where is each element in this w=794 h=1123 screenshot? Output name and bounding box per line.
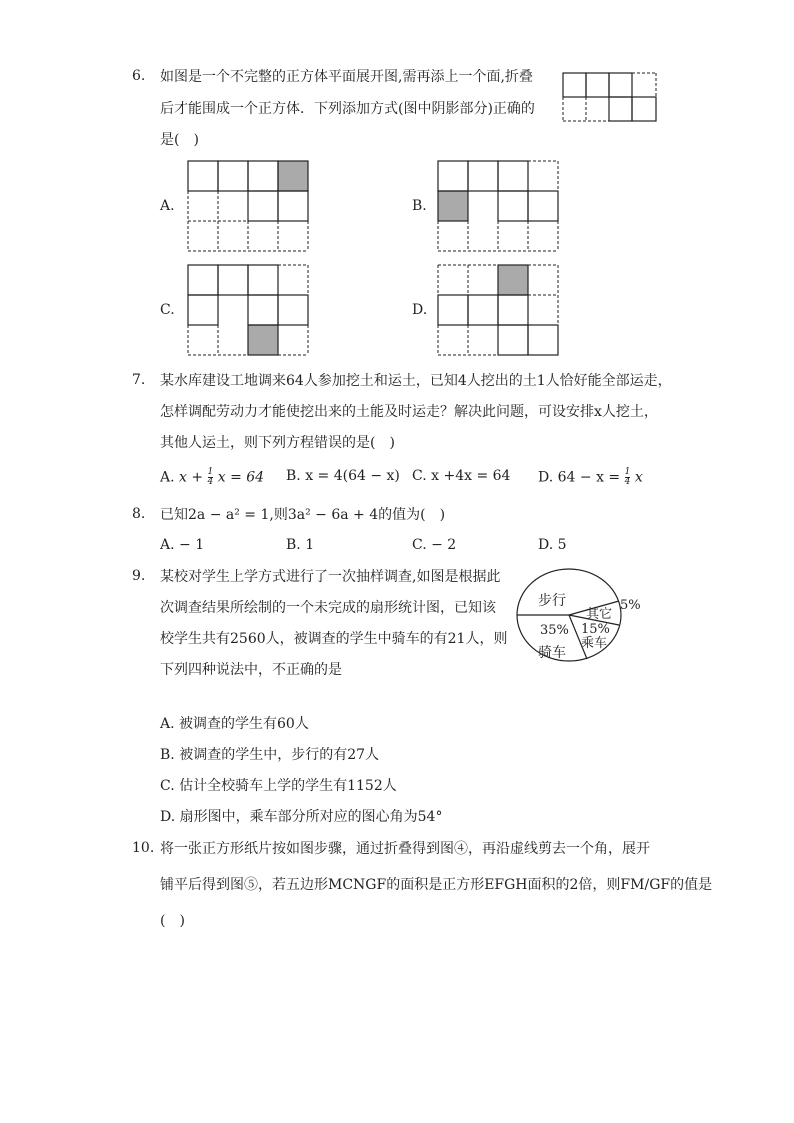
question-7-number: 7. (132, 372, 146, 388)
question-9-line-1: 某校对学生上学方式进行了一次抽样调查,如图是根据此 (160, 569, 501, 585)
q9-option-b[interactable]: B. 被调查的学生中，步行的有27人 (160, 747, 380, 763)
pie-label-other: 其它 (586, 607, 613, 622)
q7-option-a-post: x = 64 (217, 469, 265, 486)
q7-option-d-fraction (625, 468, 631, 487)
q7-option-d-letter: D. (538, 469, 554, 486)
question-9-number: 9. (132, 568, 146, 584)
q6-option-a-figure[interactable] (186, 160, 312, 254)
pie-label-bike-pct: 35% (540, 623, 569, 638)
q9-option-d[interactable]: D. 扇形图中，乘车部分所对应的图心角为54° (160, 809, 443, 825)
q7-option-a-letter: A. (160, 469, 175, 486)
question-10-line-2: 铺平后得到图⑤，若五边形MCNGF的面积是正方形EFGH面积的2倍，则FM/GF的值是 (160, 877, 713, 893)
q7-option-a[interactable] (160, 468, 264, 487)
pie-label-walk: 步行 (538, 593, 566, 609)
q6-stem-net-figure (562, 72, 660, 124)
q7-option-a-pre: x + (179, 469, 204, 486)
q7-option-d[interactable] (538, 468, 643, 487)
q6-option-c-figure[interactable] (186, 264, 312, 358)
q7-option-d-post: x (634, 469, 643, 486)
q7-option-c[interactable]: C. x +4x = 64 (412, 468, 511, 484)
question-6-line-2: 后才能围成一个正方体．下列添加方式(图中阴影部分)正确的 (160, 101, 535, 117)
question-10-line-3: ( ) (160, 913, 185, 929)
question-7-line-3: 其他人运土，则下列方程错误的是( ) (160, 435, 395, 451)
q9-option-a[interactable]: A. 被调查的学生有60人 (160, 716, 309, 732)
pie-label-other-pct: 5% (620, 598, 641, 613)
question-8-number: 8. (132, 506, 146, 522)
fraction-denominator: 4 (207, 477, 214, 487)
q6-option-d-letter[interactable]: D. (412, 302, 428, 318)
q7-option-b[interactable]: B. x = 4(64 − x) (286, 468, 400, 484)
q6-option-b-letter[interactable]: B. (412, 198, 427, 214)
question-7-line-2: 怎样调配劳动力才能使挖出来的土能及时运走？解决此问题，可设安排x人挖土， (160, 404, 658, 420)
pie-label-bus: 乘车 (581, 636, 608, 651)
q8-option-c[interactable]: C. − 2 (412, 537, 457, 553)
fraction-numerator: 1 (624, 467, 631, 477)
question-10-number: 10. (132, 840, 155, 856)
question-6-number: 6. (132, 68, 146, 84)
question-7-line-1: 某水库建设工地调来64人参加挖土和运土，已知4人挖出的土1人恰好能全部运走， (160, 373, 672, 389)
question-9-line-3: 校学生共有2560人，被调查的学生中骑车的有21人，则 (160, 631, 508, 647)
q6-option-c-letter[interactable]: C. (160, 302, 175, 318)
question-9-line-4: 下列四种说法中，不正确的是 (160, 662, 342, 678)
question-6-line-3: 是( ) (160, 132, 199, 148)
q6-option-d-figure[interactable] (436, 264, 562, 358)
q7-option-a-fraction (208, 468, 214, 487)
q8-option-d[interactable]: D. 5 (538, 537, 567, 553)
q6-option-b-figure[interactable] (436, 160, 562, 254)
q8-option-b[interactable]: B. 1 (286, 537, 315, 553)
question-8-line-1: 已知2a − a² = 1,则3a² − 6a + 4的值为( ) (160, 507, 446, 523)
q6-option-a-letter[interactable]: A. (160, 198, 175, 214)
pie-label-bike: 骑车 (538, 645, 566, 661)
q9-option-c[interactable]: C. 估计全校骑车上学的学生有1152人 (160, 778, 397, 794)
question-6-line-1: 如图是一个不完整的正方体平面展开图,需再添上一个面,折叠 (160, 69, 533, 85)
q7-option-d-pre: 64 − x = (557, 469, 621, 486)
fraction-denominator: 4 (624, 477, 631, 487)
q8-option-a[interactable]: A. − 1 (160, 537, 205, 553)
pie-label-bus-pct: 15% (581, 622, 610, 637)
fraction-numerator: 1 (207, 467, 214, 477)
question-9-line-2: 次调查结果所绘制的一个未完成的扇形统计图，已知该 (160, 600, 496, 616)
question-10-line-1: 将一张正方形纸片按如图步骤，通过折叠得到图④，再沿虚线剪去一个角，展开 (160, 841, 650, 857)
